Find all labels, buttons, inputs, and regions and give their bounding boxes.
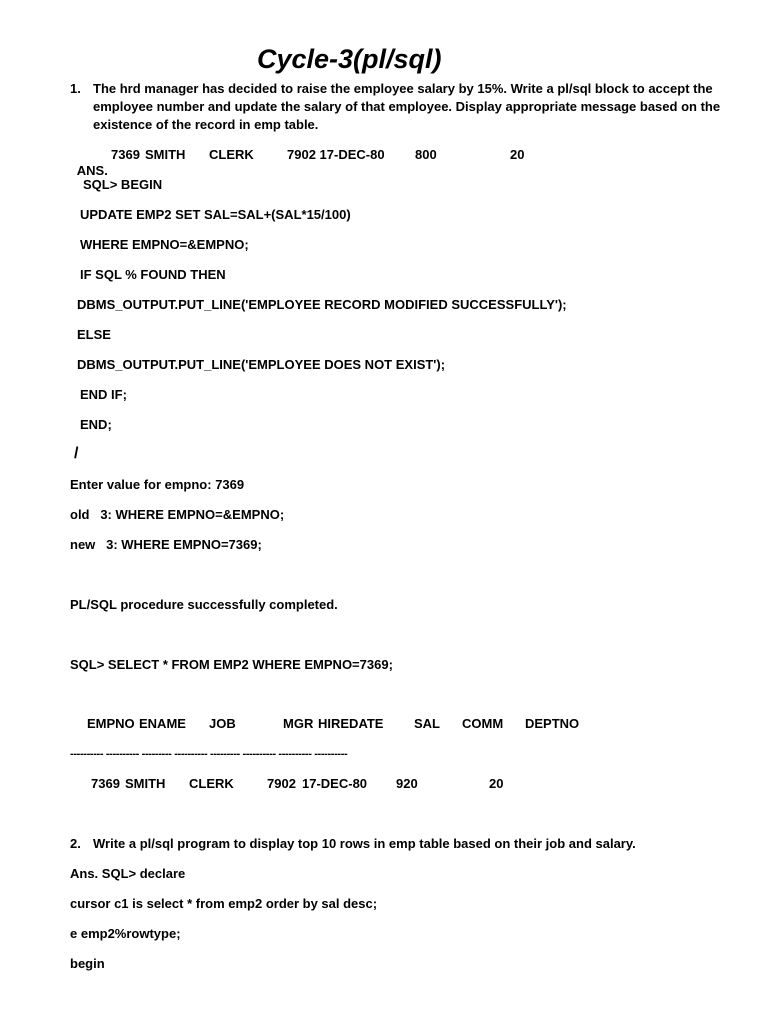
answer-2-line: Ans. SQL> declare bbox=[70, 866, 186, 881]
answer-1-mgr-hire: 7902 17-DEC-80 bbox=[287, 147, 385, 162]
answer-1-prefix: ANS. bbox=[76, 163, 108, 178]
result-separator: ---------- ---------- --------- ---------- --------- ---------- ---------- ---------- bbox=[70, 748, 348, 760]
result-cell-hiredate: 17-DEC-80 bbox=[302, 776, 368, 791]
answer-2-line: cursor c1 is select * from emp2 order by sal desc; bbox=[70, 896, 378, 911]
answer-1-line bbox=[70, 147, 108, 179]
run-completed-message: PL/SQL procedure successfully completed. bbox=[70, 597, 338, 612]
answer-1-job: CLERK bbox=[209, 147, 254, 162]
code-line: DBMS_OUTPUT.PUT_LINE('EMPLOYEE RECORD MODIFIED SUCCESSFULLY'); bbox=[77, 297, 567, 312]
code-line: WHERE EMPNO=&EMPNO; bbox=[80, 237, 249, 252]
answer-1-ename: SMITH bbox=[145, 147, 186, 162]
run-prompt: Enter value for empno: 7369 bbox=[70, 477, 245, 492]
answer-1-deptno: 20 bbox=[510, 147, 525, 162]
run-old-line: old 3: WHERE EMPNO=&EMPNO; bbox=[70, 507, 285, 522]
result-cell-ename: SMITH bbox=[125, 776, 166, 791]
result-header-hiredate: HIREDATE bbox=[318, 716, 384, 731]
question-1 bbox=[70, 80, 730, 134]
result-cell-mgr: 7902 bbox=[267, 776, 296, 791]
result-cell-sal: 920 bbox=[396, 776, 418, 791]
result-header-job: JOB bbox=[209, 716, 236, 731]
code-line: SQL> BEGIN bbox=[83, 177, 163, 192]
result-header-deptno: DEPTNO bbox=[525, 716, 580, 731]
answer-1-empno: 7369 bbox=[111, 147, 140, 162]
question-2-text: Write a pl/sql program to display top 10 rows in emp table based on their job and salary. bbox=[93, 836, 636, 851]
question-2-number: 2. bbox=[70, 836, 81, 851]
question-1-text: The hrd manager has decided to raise the employee salary by 15%. Write a pl/sql block to accept the employee number and update the salary of that employee. Display appropriate message based on the existence of the record in emp table. bbox=[93, 81, 721, 132]
result-header-sal: SAL bbox=[414, 716, 440, 731]
result-cell-empno: 7369 bbox=[91, 776, 120, 791]
result-header-ename: ENAME bbox=[139, 716, 186, 731]
select-statement: SQL> SELECT * FROM EMP2 WHERE EMPNO=7369; bbox=[70, 657, 393, 672]
answer-2-line: begin bbox=[70, 956, 105, 971]
result-header-empno: EMPNO bbox=[87, 716, 135, 731]
result-cell-job: CLERK bbox=[189, 776, 234, 791]
code-line: END IF; bbox=[80, 387, 127, 402]
answer-1-sal: 800 bbox=[415, 147, 437, 162]
result-cell-deptno: 20 bbox=[489, 776, 504, 791]
result-header-mgr: MGR bbox=[283, 716, 314, 731]
code-line: IF SQL % FOUND THEN bbox=[80, 267, 226, 282]
code-line: END; bbox=[80, 417, 112, 432]
code-terminator: / bbox=[74, 445, 79, 462]
result-header-comm: COMM bbox=[462, 716, 504, 731]
code-line: ELSE bbox=[77, 327, 111, 342]
code-line: DBMS_OUTPUT.PUT_LINE('EMPLOYEE DOES NOT EXIST'); bbox=[77, 357, 446, 372]
question-1-number: 1. bbox=[70, 81, 81, 96]
run-new-line: new 3: WHERE EMPNO=7369; bbox=[70, 537, 262, 552]
code-line: UPDATE EMP2 SET SAL=SAL+(SAL*15/100) bbox=[80, 207, 351, 222]
answer-2-line: e emp2%rowtype; bbox=[70, 926, 181, 941]
page-title: Cycle-3(pl/sql) bbox=[257, 44, 442, 74]
